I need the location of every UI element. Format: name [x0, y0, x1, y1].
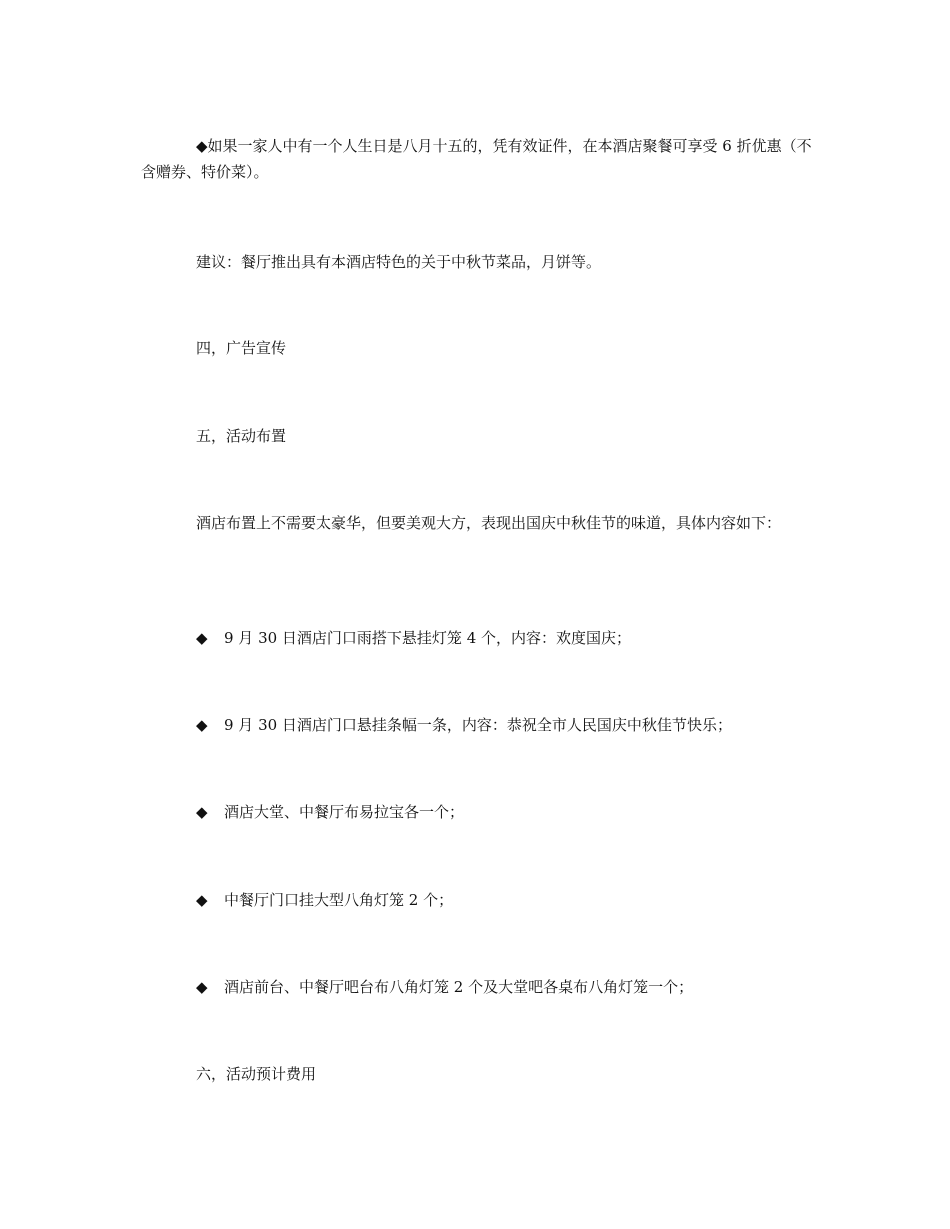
section-heading-advertising: 四，广告宣传	[196, 339, 287, 357]
bullet-item	[196, 974, 816, 1000]
bullet-text: 酒店前台、中餐厅吧台布八角灯笼 2 个及大堂吧各桌布八角灯笼一个；	[224, 978, 694, 996]
diamond-bullet-icon: ◆	[196, 629, 208, 647]
section-heading-arrangement: 五，活动布置	[196, 427, 287, 445]
diamond-bullet-icon: ◆	[196, 891, 208, 909]
bullet-text: 酒店大堂、中餐厅布易拉宝各一个；	[224, 803, 465, 821]
bullet-item	[196, 799, 816, 825]
bullet-item	[196, 712, 816, 738]
paragraph-arrangement-intro: 酒店布置上不需要太豪华，但要美观大方，表现出国庆中秋佳节的味道，具体内容如下：	[196, 514, 782, 532]
diamond-bullet-icon: ◆	[196, 803, 208, 821]
paragraph-birthday-discount: ◆如果一家人中有一个人生日是八月十五的，凭有效证件，在本酒店聚餐可享受 6 折优惠（不含赠券、特价菜）。	[141, 137, 812, 181]
bullet-text: 中餐厅门口挂大型八角灯笼 2 个；	[224, 891, 454, 909]
paragraph-suggestion: 建议：餐厅推出具有本酒店特色的关于中秋节菜品，月饼等。	[196, 253, 602, 271]
diamond-bullet-icon: ◆	[196, 978, 208, 996]
bullet-text: 9 月 30 日酒店门口悬挂条幅一条，内容：恭祝全市人民国庆中秋佳节快乐；	[224, 716, 732, 734]
section-heading-budget: 六，活动预计费用	[196, 1065, 317, 1083]
bullet-item	[196, 887, 816, 913]
diamond-bullet-icon: ◆	[196, 716, 208, 734]
bullet-item	[196, 625, 816, 651]
bullet-text: 9 月 30 日酒店门口雨搭下悬挂灯笼 4 个，内容：欢度国庆；	[224, 629, 632, 647]
